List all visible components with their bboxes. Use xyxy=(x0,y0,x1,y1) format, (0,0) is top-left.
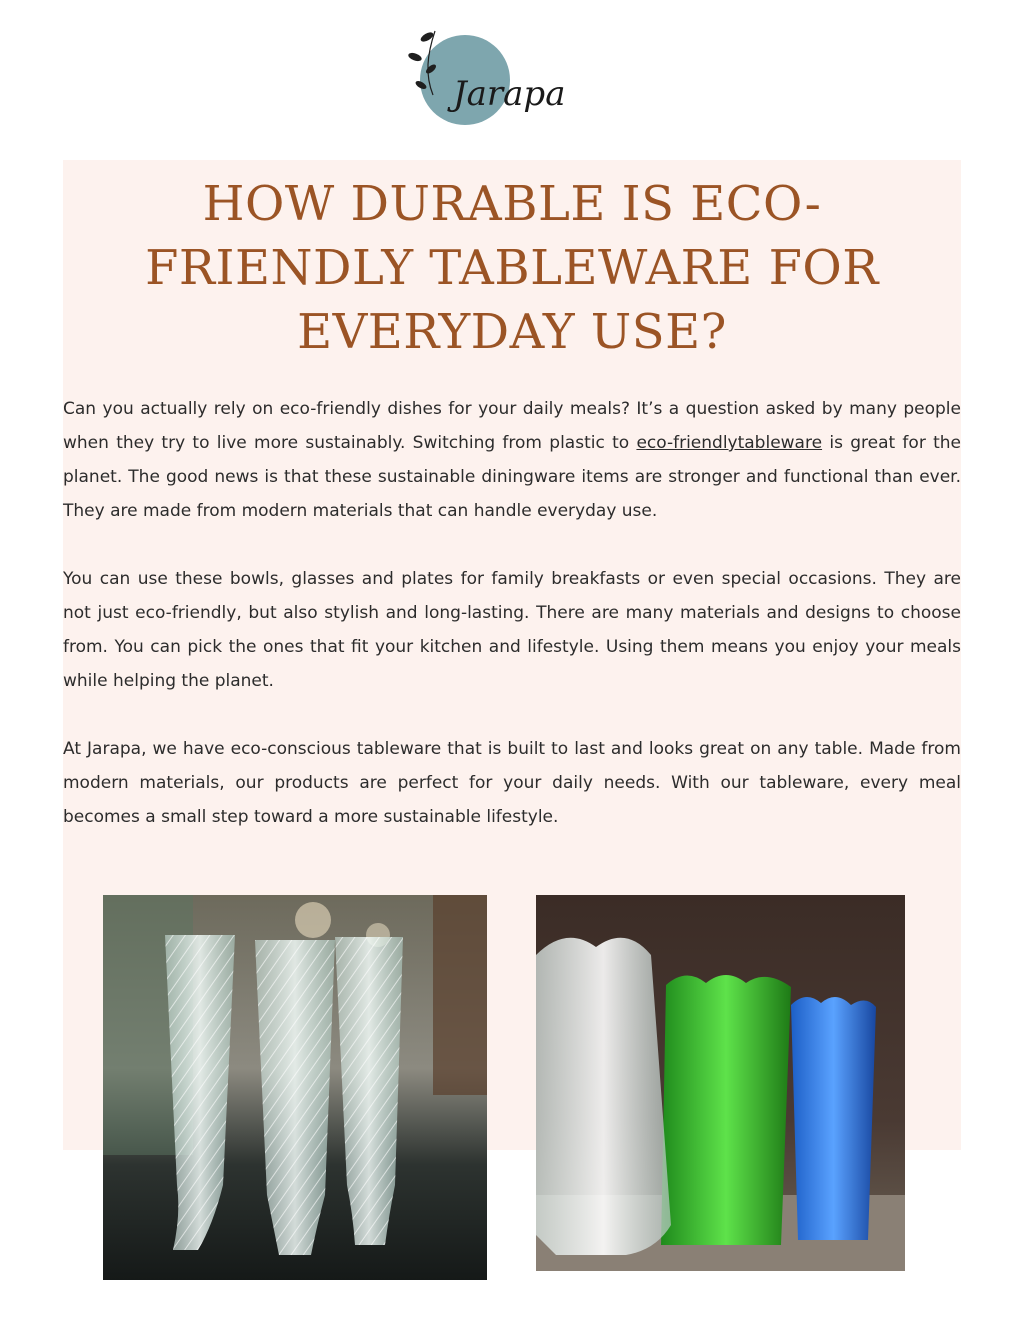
photo-clear-glasses xyxy=(103,895,487,1280)
eco-friendly-tableware-link[interactable]: eco-friendlytableware xyxy=(636,433,823,453)
article-body xyxy=(63,392,961,868)
photo-colored-glasses xyxy=(536,895,905,1271)
logo-text: Jarapa xyxy=(453,74,566,114)
paragraph-1 xyxy=(63,392,961,528)
article-title xyxy=(63,172,961,364)
logo-mark xyxy=(405,25,590,135)
title-line-2: FRIENDLY TABLEWARE FOR xyxy=(145,240,879,296)
paragraph-2: You can use these bowls, glasses and plates for family breakfasts or even special occasions. They are not just eco-friendly, but also stylish and long-lasting. There are many materials and designs to choose from. You can pick the ones that fit your kitchen and lifestyle. Using them means you enjoy your meals while helping the planet. xyxy=(63,569,961,691)
paragraph-3: At Jarapa, we have eco-conscious tableware that is built to last and looks great on any table. Made from modern materials, our products are perfect for your daily needs. With our tableware, every meal becomes a small step toward a more sustainable lifestyle. xyxy=(63,739,961,827)
paragraph-1-end: is great for the planet. The good news is that these sustainable diningware items are stronger and functional than ever. They are made from modern materials that can handle everyday use. xyxy=(63,433,961,521)
paragraph-1-start: Can you actually rely on eco-friendly dishes for your daily meals? It’s a question asked by many people when they try to live more sustainably. Switching from plastic to xyxy=(63,399,961,453)
brand-logo xyxy=(405,25,590,135)
title-line-1: HOW DURABLE IS ECO- xyxy=(202,176,822,232)
title-line-3: EVERYDAY USE? xyxy=(297,304,727,360)
